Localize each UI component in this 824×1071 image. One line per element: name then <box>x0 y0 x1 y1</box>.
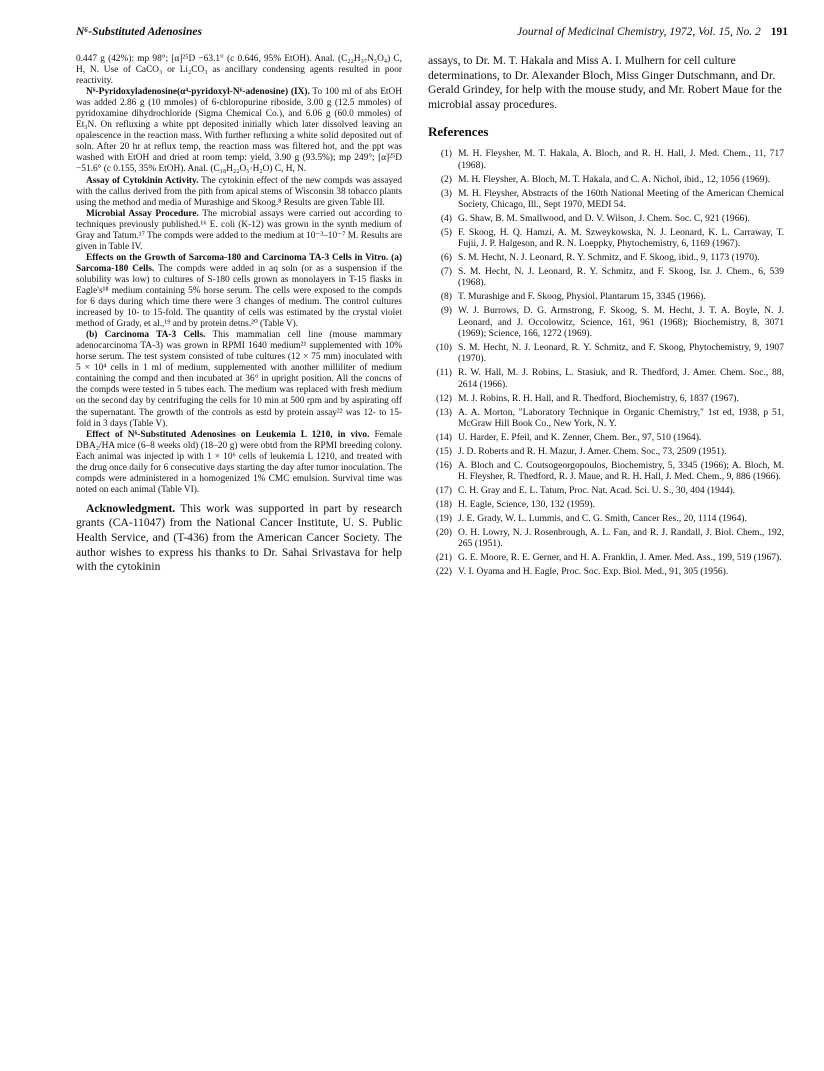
reference-number: (8) <box>440 291 452 303</box>
reference-item <box>428 342 784 365</box>
section-heading: N⁶-Pyridoxyladenosine(α⁴-pyridoxyl-N⁶-adenosine) (IX). <box>86 87 310 98</box>
reference-text: J. D. Roberts and R. H. Mazur, J. Amer. Chem. Soc., 73, 2509 (1951). <box>458 445 727 457</box>
reference-text: J. E. Grady, W. L. Lummis, and C. G. Smith, Cancer Res., 20, 1114 (1964). <box>458 512 747 524</box>
paragraph-body: The compds were added in aq soln (or as a suspension if the solubility was low) to cultures of S-180 cells grown as monolayers in T-15 flasks in Eagle's¹⁸ medium containing 5% horse serum. The cells were exposed to the compds for 6 days during which time there were 3 changes of medium. The control cultures increased by 10- to 15-fold. The quantity of cells was estimated by the crystal violet method of Grady, et al.,¹⁹ and by protein detns.²⁰ (Table V). <box>76 263 402 330</box>
reference-text: M. H. Fleysher, A. Bloch, M. T. Hakala, and C. A. Nichol, ibid., 12, 1056 (1969). <box>458 173 771 185</box>
paragraph-sarcoma <box>76 253 402 330</box>
reference-text: M. J. Robins, R. H. Hall, and R. Thedford, Biochemistry, 6, 1837 (1967). <box>458 392 739 404</box>
references-list <box>428 148 784 577</box>
references-heading: References <box>428 124 489 140</box>
acknowledgment-body: This work was supported in part by research grants (CA-11047) from the National Cancer Institute, U. S. Public Health Service, and (T-436) from the American Cancer Society. The author wishes to express his thanks to Dr. Sahai Srivastava for help with the cytokinin <box>76 501 402 574</box>
reference-text: G. Shaw, B. M. Smallwood, and D. V. Wilson, J. Chem. Soc. C, 921 (1966). <box>458 212 750 224</box>
acknowledgment-heading: Acknowledgment. <box>86 501 176 515</box>
section-heading: Effects on the Growth of Sarcoma-180 and Carcinoma TA-3 Cells in Vitro. (a) Sarcoma-180 Cells. <box>76 252 402 274</box>
reference-number: (1) <box>440 148 452 160</box>
reference-item <box>428 393 784 404</box>
reference-number: (19) <box>436 512 452 524</box>
paragraph-pyridoxyladenosine <box>76 87 402 175</box>
reference-number: (6) <box>440 252 452 264</box>
reference-item <box>428 485 784 496</box>
paragraph-microbial-assay <box>76 209 402 253</box>
reference-item <box>428 460 784 483</box>
reference-number: (2) <box>440 173 452 185</box>
left-column <box>76 54 402 575</box>
reference-number: (12) <box>436 392 452 404</box>
reference-text: C. H. Gray and E. L. Tatum, Proc. Nat. Acad. Sci. U. S., 30, 404 (1944). <box>458 484 736 496</box>
reference-text: R. W. Hall, M. J. Robins, L. Stasiuk, and R. Thedford, J. Amer. Chem. Soc., 88, 2614 (1966). <box>458 367 784 390</box>
reference-text: F. Skoog, H. Q. Hamzi, A. M. Szweykowska, N. J. Leonard, K. L. Carraway, T. Fujii, J. P. Halgeson, and R. N. Loeppky, Phytochemistry, 6, 1169 (1967). <box>458 226 784 250</box>
reference-item <box>428 266 784 289</box>
reference-number: (20) <box>436 526 452 538</box>
reference-item <box>428 407 784 430</box>
reference-text: S. M. Hecht, N. J. Leonard, R. Y. Schmitz, and F. Skoog, ibid., 9, 1173 (1970). <box>458 252 760 264</box>
reference-number: (22) <box>436 565 452 577</box>
paragraph-body: The cytokinin effect of the new compds was assayed with the callus derived from the pith from apical stems of Wisconsin 38 tobacco plants using the method and media of Murashige and Skoog.⁸ Results are given Table III. <box>76 175 402 208</box>
reference-text: G. E. Moore, R. E. Gerner, and H. A. Franklin, J. Amer. Med. Ass., 199, 519 (1967). <box>458 551 782 563</box>
reference-text: S. M. Hecht, N. J. Leonard, R. Y. Schmitz, and F. Skoog, Isr. J. Chem., 6, 539 (1968). <box>458 266 784 289</box>
reference-number: (7) <box>440 266 452 278</box>
journal-citation: Journal of Medicinal Chemistry, 1972, Vol. 15, No. 2 <box>517 26 761 38</box>
paragraph-cytokinin-assay <box>76 176 402 209</box>
reference-number: (15) <box>436 445 452 457</box>
reference-item <box>428 513 784 524</box>
acknowledgment <box>76 502 402 575</box>
reference-number: (3) <box>440 187 452 199</box>
reference-text: M. H. Fleysher, Abstracts of the 160th National Meeting of the American Chemical Society, Chicago, Ill., Sept 1970, MEDI 54. <box>458 187 784 210</box>
section-heading: (b) Carcinoma TA-3 Cells. <box>86 330 206 341</box>
reference-item <box>428 499 784 510</box>
reference-text: H. Eagle, Science, 130, 132 (1959). <box>458 498 595 510</box>
paragraph-leukemia <box>76 430 402 496</box>
paragraph-carcinoma <box>76 330 402 429</box>
reference-number: (4) <box>440 212 452 224</box>
paragraph-body: To 100 ml of abs EtOH was added 2.86 g (10 mmoles) of 6-chloropurine riboside, 3.00 g (12.5 mmoles) of pyridoxamine dihydrochloride (Sigma Chemical Co.), and 6.06 g (60.0 mmoles) of Et₃N. On refluxing a white ppt deposited initially which later dissolved leaving an opalescence in the reaction mass. With further refluxing a white solid deposited out of soln. After 20 hr at reflux temp, the reaction mass was filtered hot, and the ppt was washed with EtOH and dried at room temp: yield, 3.90 g (93.5%); mp 249°; [α]²⁵D −51.6° (c 0.155, 35% EtOH). Anal. (C₁₈H₂₂O₅·H₂O) C, H, N. <box>76 87 402 175</box>
running-title: N⁶-Substituted Adenosines <box>76 26 202 38</box>
paragraph-body: Female DBA₂/HA mice (6–8 weeks old) (18–20 g) were obtd from the RPMI breeding colony. Each animal was injected ip with 1 × 10⁶ cells of leukemia L 1210, and treated with the drug once daily for 6 consecutive days starting the day after tumor inoculation. The compds were administered in a homogenized 1% CMC emulsion. Survival time was noted on each animal (Table VI). <box>76 429 402 495</box>
reference-item <box>428 252 784 263</box>
reference-item <box>428 527 784 550</box>
reference-text: M. H. Fleysher, M. T. Hakala, A. Bloch, and R. H. Hall, J. Med. Chem., 11, 717 (1968). <box>458 148 784 171</box>
reference-text: T. Murashige and F. Skoog, Physiol. Plantarum 15, 3345 (1966). <box>458 291 706 303</box>
paragraph-body: This mammalian cell line (mouse mammary adenocarcinoma TA-3) was grown in RPMI 1640 medium²¹ supplemented with 10% horse serum. The test system consisted of tube cultures (12 × 75 mm) inoculated with 5 × 10⁴ cells in 1 ml of medium, supplemented with another milliliter of medium containing the compd and then incubated at 36° in upright position. All the concns of the compds were tested in 5 tubes each. The medium was replaced with fresh medium on the second day by centrifuging the cells for 10 min at 500 rpm and by aspirating off the supernatant. The growth of the controls as estd by protein assay²² was 12- to 15-fold in 3 days (Table V). <box>76 330 402 429</box>
section-heading: Assay of Cytokinin Activity. <box>86 175 199 186</box>
reference-number: (16) <box>436 459 452 471</box>
reference-number: (9) <box>440 305 452 317</box>
reference-number: (13) <box>436 406 452 418</box>
reference-number: (18) <box>436 498 452 510</box>
reference-item <box>428 148 784 171</box>
reference-number: (21) <box>436 551 452 563</box>
reference-item <box>428 227 784 250</box>
acknowledgment-continued: assays, to Dr. M. T. Hakala and Miss A. I. Mulhern for cell culture determinations, to Dr. Alexander Bloch, Miss Ginger Dutschmann, and Dr. Gerald Grindey, for help with the mouse study, and Mr. Robert Maue for the microbial assay procedures. <box>428 54 782 111</box>
reference-text: A. Bloch and C. Coutsogeorgopoulos, Biochemistry, 5, 3345 (1966); A. Bloch, M. H. Fleysher, R. Thedford, R. J. Maue, and R. H. Hall, J. Med. Chem., 9, 886 (1966). <box>458 459 784 483</box>
reference-item <box>428 566 784 577</box>
reference-text: W. J. Burrows, D. G. Armstrong, F. Skoog, S. M. Hecht, J. T. A. Boyle, N. J. Leonard, and J. Occolowitz, Science, 161, 961 (1968); Biochemistry, 8, 3071 (1969); Science, 166, 1272 (1969). <box>458 305 784 340</box>
reference-item <box>428 291 784 302</box>
reference-item <box>428 367 784 390</box>
reference-item <box>428 432 784 443</box>
reference-item <box>428 188 784 211</box>
right-column <box>428 54 784 580</box>
paragraph-synthesis-end: 0.447 g (42%): mp 98°; [α]²⁵D −63.1° (c 0.646, 95% EtOH). Anal. (C₂₂H₃₇N₅O₄) C, H, N. Use of CaCO₃ or Li₂CO₃ as ancillary condensing agents resulted in poor reactivity. <box>76 54 402 87</box>
reference-number: (5) <box>440 226 452 238</box>
section-heading: Effect of N⁶-Substituted Adenosines on Leukemia L 1210, in vivo. <box>86 429 370 440</box>
reference-item <box>428 305 784 339</box>
reference-item <box>428 174 784 185</box>
reference-text: U. Harder, E. Pfeil, and K. Zenner, Chem. Ber., 97, 510 (1964). <box>458 431 702 443</box>
section-heading: Microbial Assay Procedure. <box>86 208 199 219</box>
reference-number: (11) <box>436 367 452 379</box>
reference-number: (17) <box>436 484 452 496</box>
page-number: 191 <box>770 26 788 38</box>
paragraph-body: The microbial assays were carried out according to techniques previously published.¹⁶ E. coli (K-12) was grown in the synth medium of Gray and Tatum.¹⁷ The compds were added to the medium at 10⁻³–10⁻⁷ M. Results are given in Table IV. <box>76 208 402 252</box>
reference-text: S. M. Hecht, N. J. Leonard, R. Y. Schmitz, and F. Skoog, Phytochemistry, 9, 1907 (1970). <box>458 341 784 365</box>
reference-text: A. A. Morton, "Laboratory Technique in Organic Chemistry," 1st ed, 1938, p 51, McGraw Hill Book Co., New York, N. Y. <box>458 406 784 429</box>
reference-text: O. H. Lowry, N. J. Rosenbrough, A. L. Fan, and R. J. Randall, J. Biol. Chem., 192, 265 (1951). <box>458 526 784 550</box>
reference-number: (10) <box>436 341 452 353</box>
reference-item <box>428 446 784 457</box>
reference-item <box>428 213 784 224</box>
journal-header <box>517 26 788 38</box>
reference-text: V. I. Oyama and H. Eagle, Proc. Soc. Exp. Biol. Med., 91, 305 (1956). <box>458 565 729 577</box>
reference-item <box>428 552 784 563</box>
reference-number: (14) <box>436 431 452 443</box>
